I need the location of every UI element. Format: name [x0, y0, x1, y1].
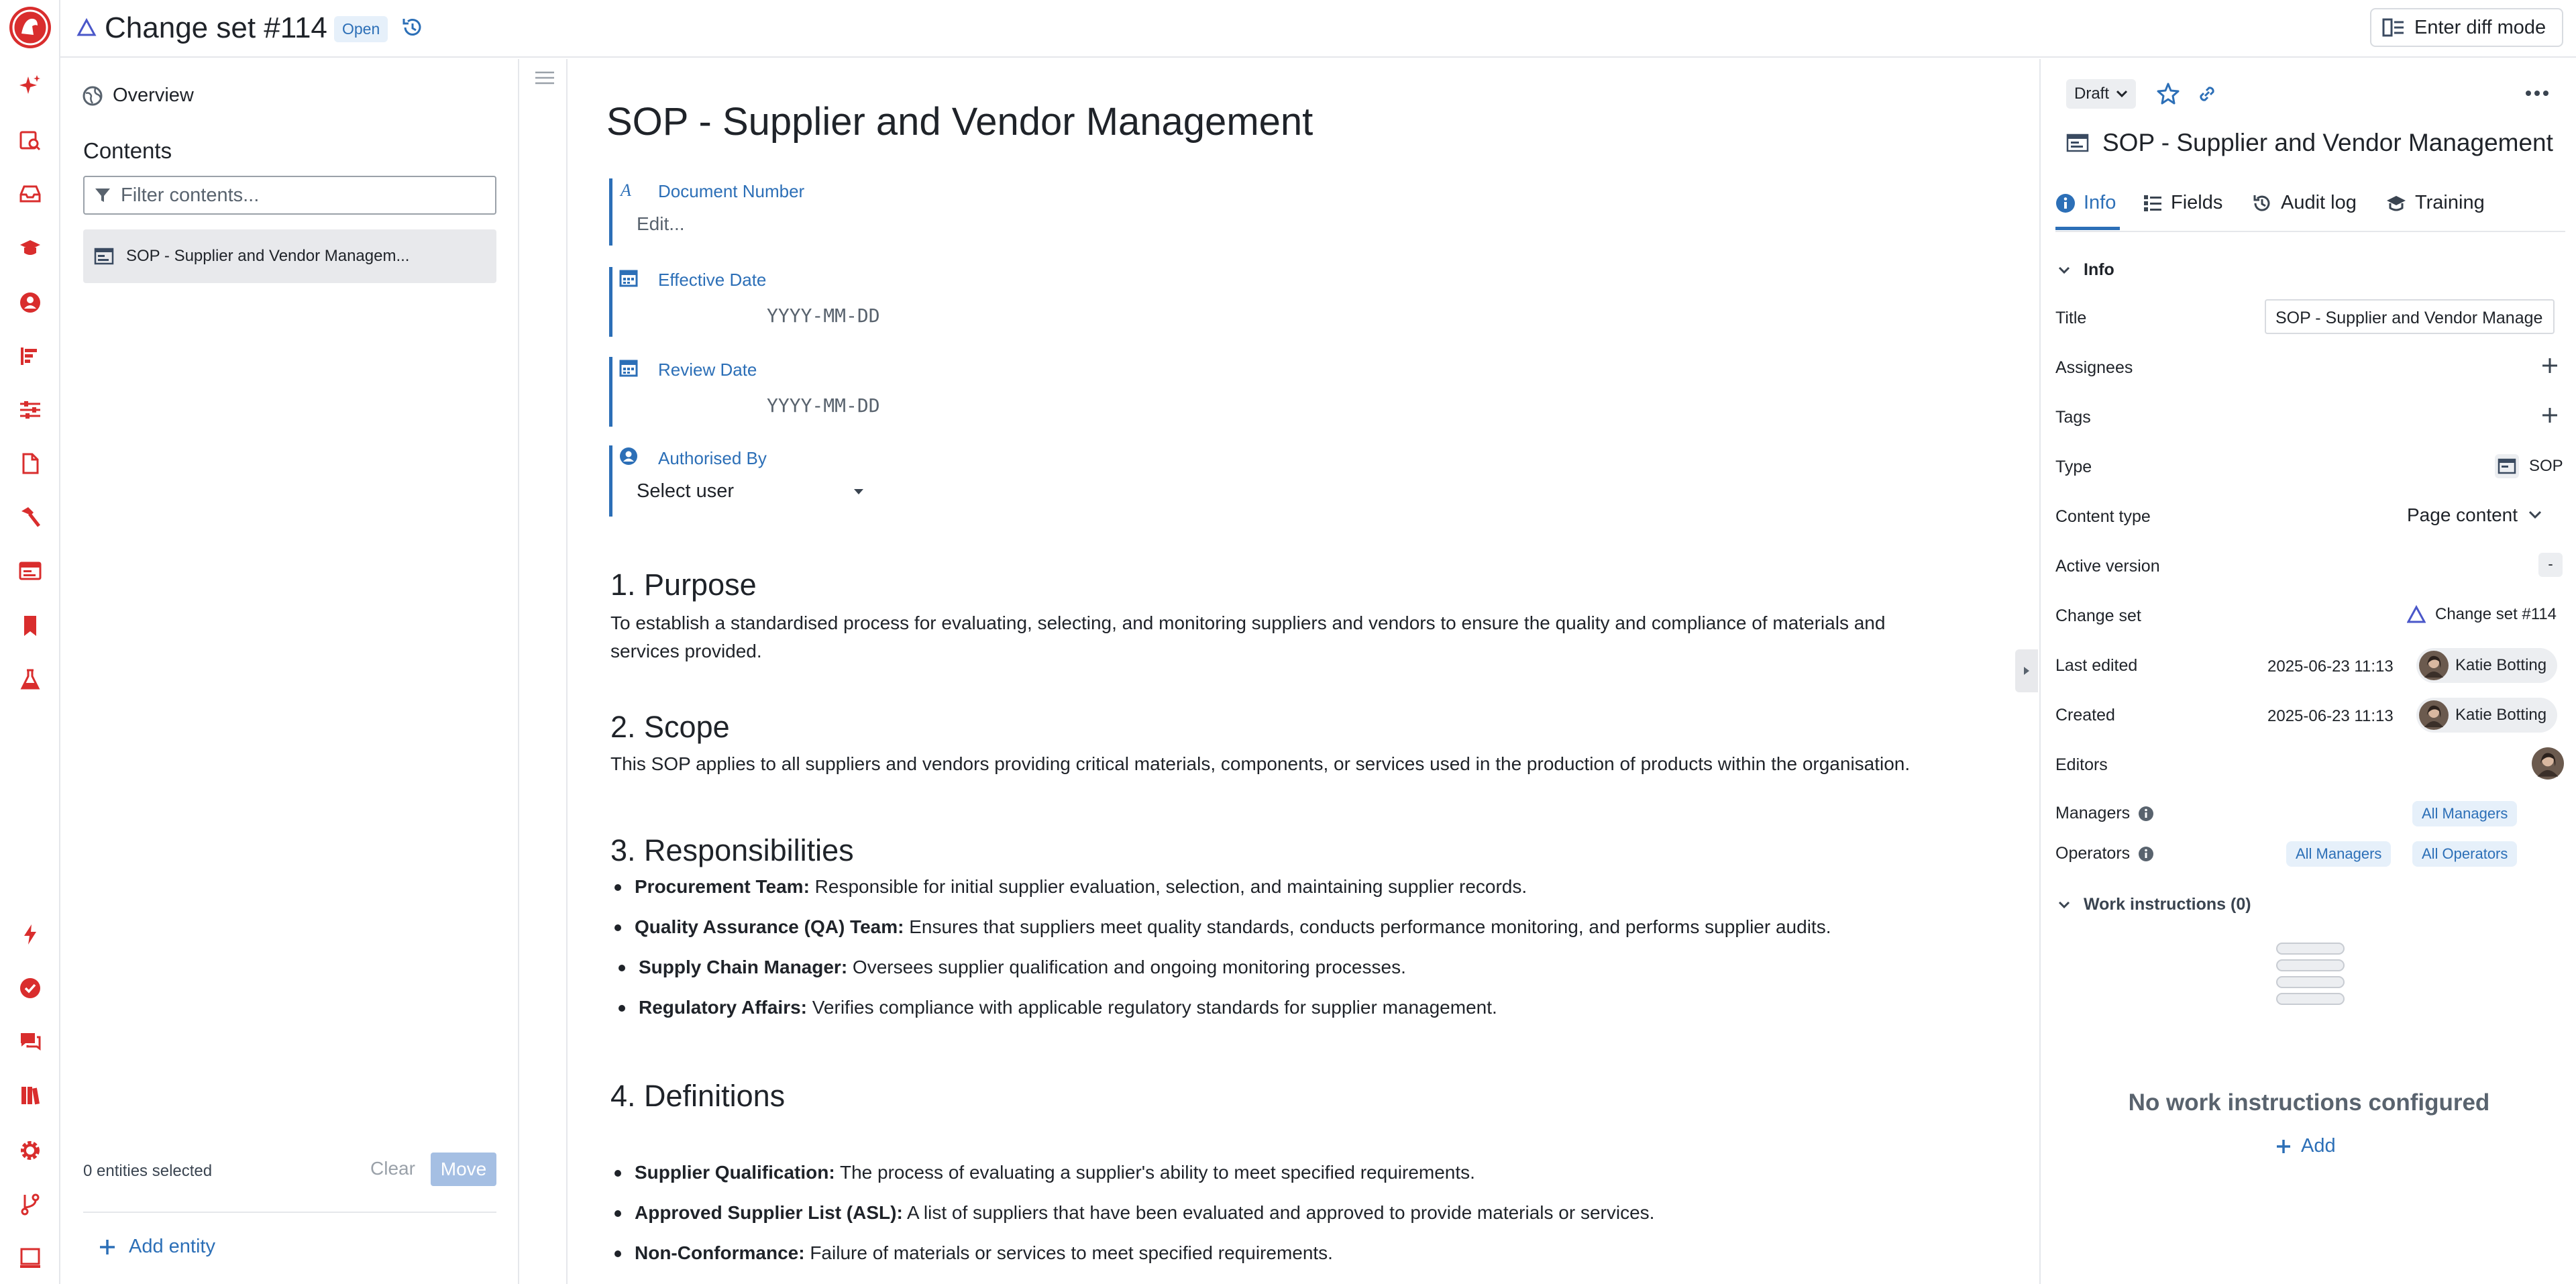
flask-icon[interactable] — [17, 667, 43, 692]
change-set-icon — [76, 17, 97, 38]
page-title: Change set #114 — [105, 11, 327, 44]
add-work-instruction-button[interactable]: Add — [2275, 1135, 2336, 1157]
empty-state-text: No work instructions configured — [2128, 1089, 2490, 1116]
active-version-value: - — [2538, 553, 2563, 577]
sparkle-icon[interactable] — [17, 72, 43, 98]
document-icon[interactable] — [17, 451, 43, 476]
link-icon[interactable] — [2195, 82, 2219, 106]
diff-icon — [2382, 18, 2405, 37]
document-editor — [569, 59, 2038, 1284]
section-heading: 3. Responsibilities — [610, 833, 854, 867]
managers-row-label — [2055, 804, 2154, 823]
effective-date-field[interactable] — [609, 267, 1012, 337]
active-version-label: Active version — [2055, 557, 2160, 576]
check-circle-icon[interactable] — [17, 975, 43, 1001]
status-dropdown[interactable] — [2066, 79, 2136, 109]
search-document-icon[interactable] — [17, 127, 43, 153]
document-number-label: Document Number — [658, 181, 805, 201]
details-panel — [2039, 59, 2576, 1284]
calendar-icon — [619, 268, 638, 287]
globe-icon — [82, 85, 103, 107]
change-set-link[interactable]: Change set #114 — [2407, 605, 2557, 624]
work-instructions-heading: Work instructions (0) — [2084, 895, 2251, 914]
move-button[interactable]: Move — [431, 1153, 496, 1186]
info-section-toggle[interactable] — [2058, 260, 2114, 280]
add-entity-label: Add entity — [129, 1236, 215, 1257]
add-tag-icon[interactable] — [2541, 407, 2559, 424]
empty-state-icon — [2275, 942, 2345, 1006]
section-heading: 1. Purpose — [610, 568, 757, 602]
review-date-label: Review Date — [658, 360, 757, 380]
filter-placeholder: Filter contents... — [121, 184, 260, 206]
last-edited-date: 2025-06-23 11:13 — [2267, 657, 2394, 676]
document-number-value[interactable]: Edit... — [637, 213, 685, 234]
tab-audit-log[interactable]: Audit log — [2251, 192, 2357, 214]
last-edited-label: Last edited — [2055, 656, 2138, 675]
select-user-dropdown[interactable] — [637, 480, 865, 502]
tab-fields[interactable]: Fields — [2143, 192, 2222, 214]
top-bar — [60, 0, 2576, 58]
type-label: Type — [2055, 458, 2092, 476]
list-item: Supplier Qualification: The process of evaluating a supplier's ability to meet specified requirements. — [635, 1162, 1475, 1183]
avatar — [2419, 700, 2449, 730]
more-options-icon[interactable] — [2525, 90, 2549, 97]
collapse-panel-handle[interactable] — [2015, 649, 2038, 692]
user-circle-icon[interactable] — [17, 290, 43, 315]
list-item: Approved Supplier List (ASL): A list of suppliers that have been evaluated and approved to provide materials or services. — [635, 1202, 1655, 1223]
list-item: Non-Conformance: Failure of materials or services to meet specified requirements. — [635, 1242, 1333, 1263]
review-date-field[interactable] — [609, 357, 1012, 427]
hammer-icon[interactable] — [17, 504, 43, 530]
training-icon[interactable] — [17, 235, 43, 260]
user-icon — [619, 447, 638, 466]
chevron-down-icon — [2058, 266, 2070, 274]
change-set-icon — [2407, 605, 2426, 624]
info-heading: Info — [2084, 260, 2114, 279]
chevron-down-icon — [2116, 90, 2128, 98]
managers-chip[interactable]: All Managers — [2412, 801, 2517, 826]
authorised-by-field[interactable] — [609, 445, 1012, 517]
info-icon[interactable] — [2138, 806, 2154, 822]
gantt-icon[interactable] — [17, 343, 43, 369]
purpose-text-line1: To establish a standardised process for evaluating, selecting, and monitoring suppliers and vendors to ensure the quality and compliance of materials and — [610, 612, 1886, 633]
change-set-label: Change set — [2055, 606, 2141, 625]
section-heading: 4. Definitions — [610, 1079, 786, 1113]
contents-heading: Contents — [83, 138, 172, 163]
contents-panel — [60, 59, 519, 1284]
caret-right-icon — [2023, 665, 2031, 676]
select-user-value: Select user — [637, 480, 735, 502]
panel-title-text: SOP - Supplier and Vendor Management — [2102, 129, 2553, 156]
operators-chip[interactable]: All Managers — [2286, 841, 2391, 867]
editor-gutter — [521, 59, 568, 1284]
created-date: 2025-06-23 11:13 — [2267, 707, 2394, 725]
divider — [2055, 231, 2565, 232]
chat-icon[interactable] — [17, 1029, 43, 1055]
panel-title — [2066, 129, 2553, 157]
filter-contents-input[interactable] — [83, 176, 496, 215]
diff-button-label: Enter diff mode — [2414, 16, 2546, 38]
bookmark-icon[interactable] — [17, 613, 43, 639]
tab-info[interactable]: Info — [2055, 192, 2116, 214]
lightning-icon[interactable] — [17, 922, 43, 947]
plus-icon — [2275, 1138, 2292, 1155]
divider — [83, 1212, 496, 1213]
effective-date-label: Effective Date — [658, 270, 767, 290]
clear-button[interactable]: Clear — [370, 1158, 415, 1179]
avatar[interactable] — [2532, 747, 2564, 780]
svg-text:A: A — [621, 180, 631, 199]
page-icon — [94, 248, 114, 265]
status-badge: Open — [334, 16, 388, 42]
plus-icon — [98, 1238, 117, 1256]
active-tab-indicator — [2055, 227, 2120, 230]
star-icon[interactable] — [2156, 82, 2180, 106]
assignees-label: Assignees — [2055, 358, 2133, 377]
tab-training[interactable]: Training — [2385, 192, 2485, 214]
title-label: Title — [2055, 309, 2087, 327]
chevron-down-icon — [2058, 901, 2070, 909]
user-chip[interactable]: Katie Botting — [2416, 698, 2557, 733]
effective-date-input[interactable]: YYYY-MM-DD — [767, 305, 880, 327]
review-date-input[interactable]: YYYY-MM-DD — [767, 394, 880, 417]
page-icon — [2066, 133, 2089, 152]
work-instructions-toggle[interactable] — [2058, 895, 2251, 914]
add-assignee-icon[interactable] — [2541, 357, 2559, 374]
list-icon — [2143, 193, 2163, 213]
browser-icon[interactable] — [17, 558, 43, 584]
document-number-field[interactable] — [609, 178, 1012, 246]
list-item: Procurement Team: Responsible for initial supplier evaluation, selection, and maintaining supplier records. — [635, 876, 1527, 897]
selection-count: 0 entities selected — [83, 1162, 213, 1180]
scope-text: This SOP applies to all suppliers and vendors providing critical materials, components, or services used in the production of products within the organisation. — [610, 753, 1911, 774]
tablet-icon[interactable] — [17, 1245, 43, 1271]
content-type-select[interactable]: Page content — [2407, 504, 2542, 526]
content-list-item[interactable] — [83, 229, 496, 283]
icon-rail — [0, 0, 60, 1284]
inbox-icon[interactable] — [17, 181, 43, 207]
filter-icon — [94, 186, 111, 204]
purpose-text-line2: services provided. — [610, 641, 762, 661]
overview-label: Overview — [113, 85, 194, 106]
chevron-down-icon — [2528, 511, 2542, 520]
managers-label: Managers — [2055, 804, 2131, 822]
info-icon — [2055, 193, 2076, 213]
add-entity-button[interactable] — [98, 1236, 215, 1258]
section-heading: 2. Scope — [610, 710, 730, 744]
content-type-label: Content type — [2055, 507, 2151, 526]
document-title[interactable]: SOP - Supplier and Vendor Management — [606, 100, 1313, 144]
library-icon[interactable] — [17, 1083, 43, 1108]
list-item: Supply Chain Manager: Oversees supplier qualification and ongoing monitoring processes. — [639, 957, 1406, 977]
enter-diff-mode-button[interactable] — [2370, 8, 2563, 47]
history-icon[interactable] — [400, 15, 425, 40]
training-icon — [2385, 193, 2407, 213]
avatar — [2419, 651, 2449, 680]
settings-icon[interactable] — [17, 1138, 43, 1163]
page-icon — [2494, 453, 2520, 479]
history-icon — [2251, 193, 2273, 214]
title-input[interactable]: SOP - Supplier and Vendor Manage — [2265, 299, 2555, 334]
operators-label: Operators — [2055, 844, 2131, 863]
list-item: Regulatory Affairs: Verifies compliance with applicable regulatory standards for supplier management. — [639, 997, 1497, 1018]
status-value: Draft — [2074, 85, 2110, 103]
type-value: SOP — [2494, 453, 2563, 479]
overview-link[interactable] — [82, 85, 194, 107]
calendar-icon — [619, 358, 638, 377]
created-label: Created — [2055, 706, 2115, 725]
content-item-label: SOP - Supplier and Vendor Managem... — [126, 247, 410, 265]
authorised-by-label: Authorised By — [658, 448, 767, 468]
tags-label: Tags — [2055, 408, 2091, 427]
text-field-icon — [619, 180, 635, 199]
info-icon[interactable] — [2138, 846, 2154, 862]
drag-handle-icon[interactable] — [535, 70, 554, 86]
user-chip[interactable]: Katie Botting — [2416, 648, 2557, 683]
logo-icon[interactable] — [7, 4, 54, 51]
operators-chip[interactable]: All Operators — [2412, 841, 2517, 867]
list-item: Quality Assurance (QA) Team: Ensures that suppliers meet quality standards, conducts performance monitoring, and performs supplier audits. — [635, 916, 1831, 937]
operators-row-label — [2055, 844, 2154, 863]
caret-down-icon — [853, 488, 865, 496]
editors-label: Editors — [2055, 755, 2108, 774]
sliders-icon[interactable] — [17, 397, 43, 423]
branch-icon[interactable] — [17, 1191, 43, 1217]
